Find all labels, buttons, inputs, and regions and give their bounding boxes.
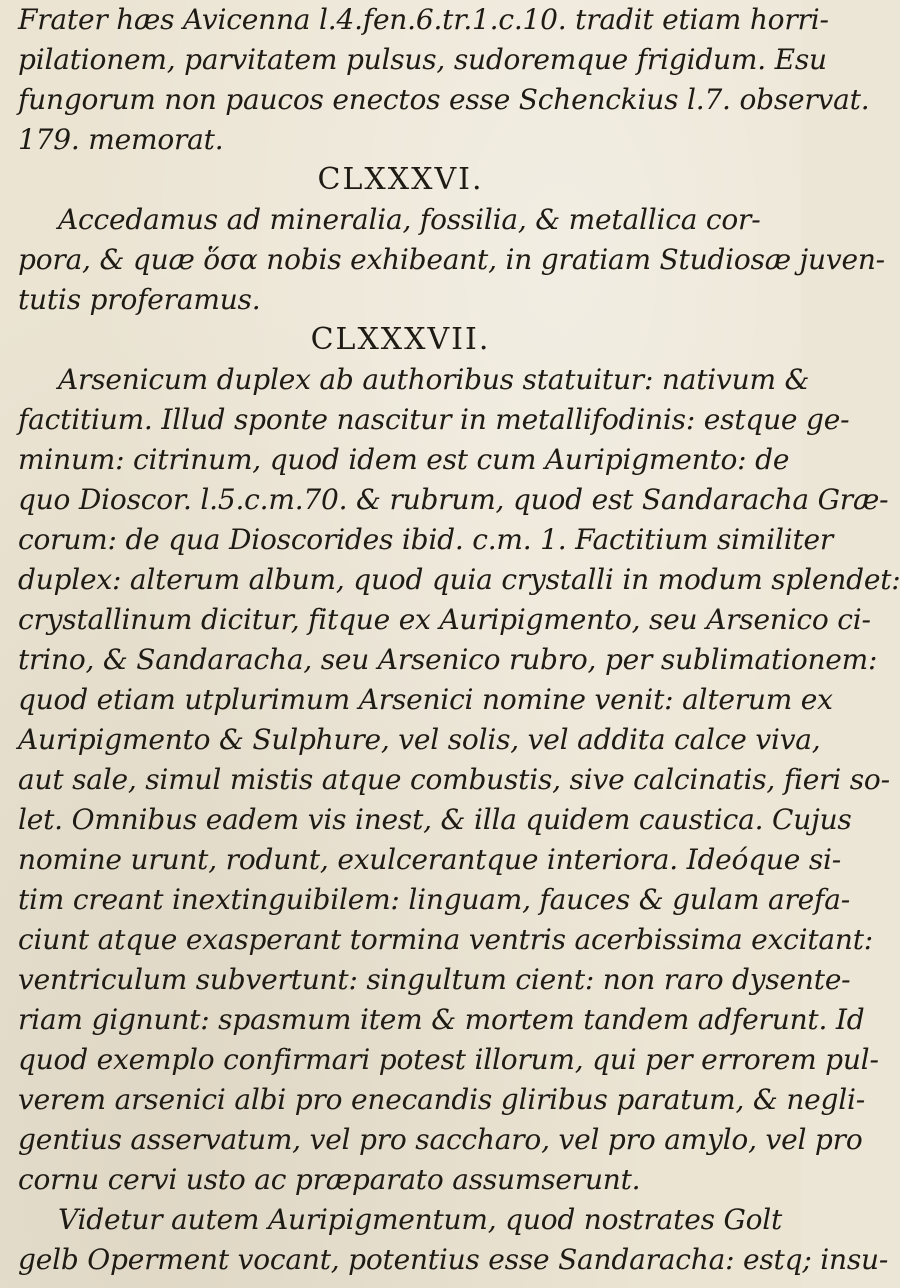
section-heading-186: CLXXXVI. bbox=[317, 162, 484, 197]
text-line: crystallinum dicitur, fitque ex Auripigmento, seu Arsenico ci- bbox=[18, 603, 871, 636]
text-line: Arsenicum duplex ab authoribus statuitur: nativum & bbox=[58, 363, 810, 396]
text-line: duplex: alterum album, quod quia crystalli in modum splendet: bbox=[18, 563, 900, 596]
text-line: riam gignunt: spasmum item & mortem tandem adferunt. Id bbox=[18, 1003, 865, 1036]
text-line: nomine urunt, rodunt, exulcerantque interiora. Ideóque si- bbox=[18, 843, 842, 876]
text-line: tutis proferamus. bbox=[18, 283, 261, 316]
text-line: pora, & quæ ὅσα nobis exhibeant, in gratiam Studiosæ juven- bbox=[18, 243, 885, 276]
text-line: 179. memorat. bbox=[18, 123, 224, 156]
text-line: ventriculum subvertunt: singultum cient: non raro dysente- bbox=[18, 963, 851, 996]
text-line: fungorum non paucos enectos esse Schenckius l.7. observat. bbox=[18, 83, 870, 116]
text-line: minum: citrinum, quod idem est cum Auripigmento: de bbox=[18, 443, 790, 476]
text-line: quod exemplo confirmari potest illorum, qui per errorem pul- bbox=[18, 1043, 879, 1076]
text-line: cornu cervi usto ac præparato assumserunt. bbox=[18, 1163, 641, 1196]
text-line: gelb Operment vocant, potentius esse Sandaracha: estq; insu- bbox=[18, 1243, 889, 1276]
text-line: trino, & Sandaracha, seu Arsenico rubro, per sublimationem: bbox=[18, 643, 878, 676]
text-line: aut sale, simul mistis atque combustis, sive calcinatis, fieri so- bbox=[18, 763, 890, 796]
text-line: gentius asservatum, vel pro saccharo, vel pro amylo, vel pro bbox=[18, 1123, 863, 1156]
text-line: tim creant inextinguibilem: linguam, fauces & gulam arefa- bbox=[18, 883, 850, 916]
text-line: corum: de qua Dioscorides ibid. c.m. 1. Factitium similiter bbox=[18, 523, 834, 556]
text-line: quo Dioscor. l.5.c.m.70. & rubrum, quod est Sandaracha Græ- bbox=[18, 483, 889, 516]
text-line: verem arsenici albi pro enecandis gliribus paratum, & negli- bbox=[18, 1083, 866, 1116]
text-line: let. Omnibus eadem vis inest, & illa quidem caustica. Cujus bbox=[18, 803, 852, 836]
text-line: factitium. Illud sponte nascitur in metallifodinis: estque ge- bbox=[18, 403, 850, 436]
text-line: Videtur autem Auripigmentum, quod nostrates Golt bbox=[58, 1203, 783, 1236]
text-line: Auripigmento & Sulphure, vel solis, vel addita calce viva, bbox=[18, 723, 821, 756]
text-line: quod etiam utplurimum Arsenici nomine venit: alterum ex bbox=[18, 683, 833, 716]
section-heading-187: CLXXXVII. bbox=[310, 322, 491, 357]
text-line: Accedamus ad mineralia, fossilia, & metallica cor- bbox=[58, 203, 761, 236]
text-line: pilationem, parvitatem pulsus, sudoremque frigidum. Esu bbox=[18, 43, 827, 76]
text-line: Frater hæs Avicenna l.4.fen.6.tr.1.c.10. tradit etiam horri- bbox=[18, 3, 829, 36]
text-line: ciunt atque exasperant tormina ventris acerbissima excitant: bbox=[18, 923, 874, 956]
